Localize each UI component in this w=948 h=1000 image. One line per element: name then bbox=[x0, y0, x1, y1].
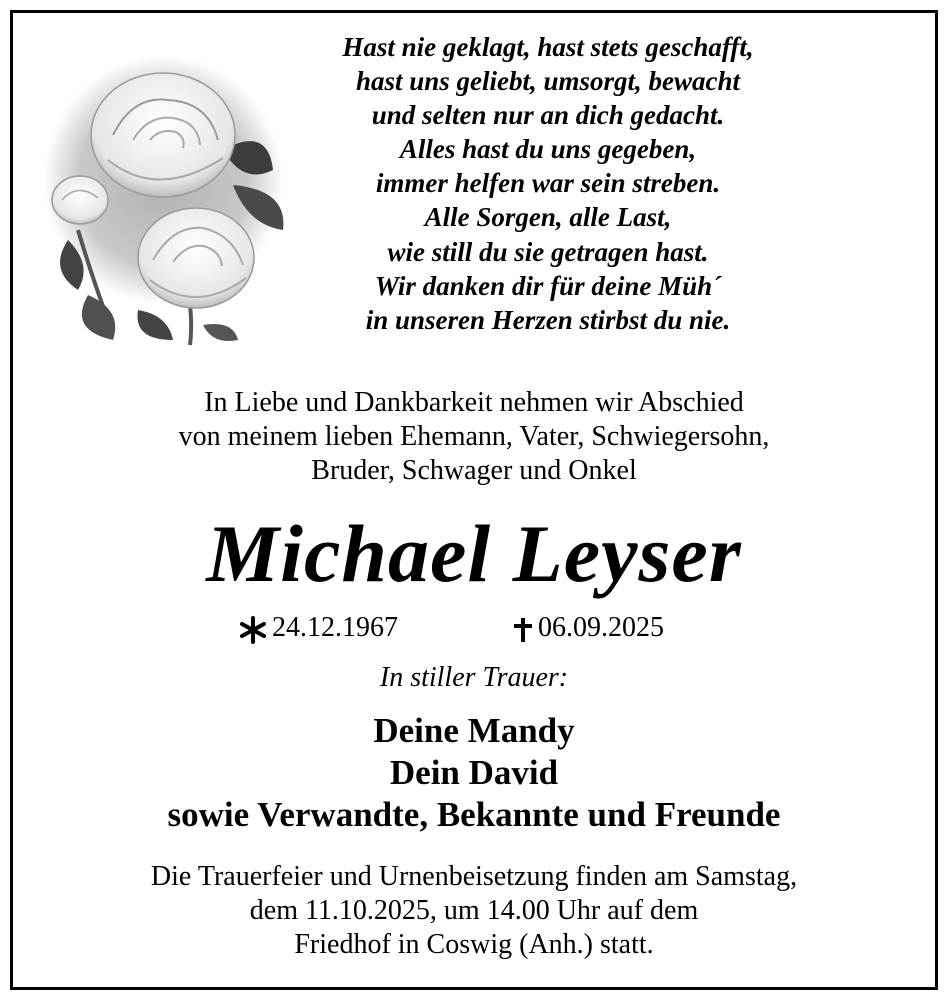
death-date: 06.09.2025 bbox=[538, 612, 664, 643]
death-date-group bbox=[512, 610, 664, 646]
poem bbox=[288, 30, 808, 337]
mourners bbox=[40, 710, 908, 836]
intro-line: Bruder, Schwager und Onkel bbox=[311, 455, 637, 486]
poem-line: Wir danken dir für deine Müh´ bbox=[374, 270, 722, 301]
poem-line: Alle Sorgen, alle Last, bbox=[424, 202, 672, 233]
poem-line: in unseren Herzen stirbst du nie. bbox=[365, 304, 731, 335]
rose-icon bbox=[38, 40, 298, 350]
intro-text bbox=[40, 386, 908, 488]
asterisk-star-icon bbox=[238, 615, 268, 645]
service-line: Die Trauerfeier und Urnenbeisetzung finden am Samstag, bbox=[150, 861, 798, 892]
mourner-line: Deine Mandy bbox=[373, 711, 575, 750]
deceased-name: Michael Leyser bbox=[206, 508, 742, 599]
birth-date: 24.12.1967 bbox=[272, 612, 398, 643]
service-line: dem 11.10.2025, um 14.00 Uhr auf dem bbox=[249, 895, 699, 926]
service-line: Friedhof in Coswig (Anh.) statt. bbox=[294, 929, 654, 960]
cross-icon bbox=[512, 616, 534, 644]
mourner-line: Dein David bbox=[389, 753, 559, 792]
life-dates bbox=[0, 610, 948, 646]
mourning-label: In stiller Trauer: bbox=[379, 662, 569, 693]
poem-line: wie still du sie getragen hast. bbox=[387, 236, 709, 267]
poem-line: und selten nur an dich gedacht. bbox=[371, 100, 725, 131]
mourner-line: sowie Verwandte, Bekannte und Freunde bbox=[167, 795, 781, 834]
poem-line: Hast nie geklagt, hast stets geschafft, bbox=[342, 32, 754, 62]
poem-line: Alles hast du uns gegeben, bbox=[399, 134, 697, 165]
intro-line: von meinem lieben Ehemann, Vater, Schwiegersohn, bbox=[178, 421, 770, 452]
birth-date-group bbox=[238, 610, 398, 646]
service-info bbox=[30, 860, 918, 962]
intro-line: In Liebe und Dankbarkeit nehmen wir Abschied bbox=[204, 387, 744, 418]
poem-line: hast uns geliebt, umsorgt, bewacht bbox=[355, 66, 741, 97]
poem-line: immer helfen war sein streben. bbox=[375, 168, 721, 199]
